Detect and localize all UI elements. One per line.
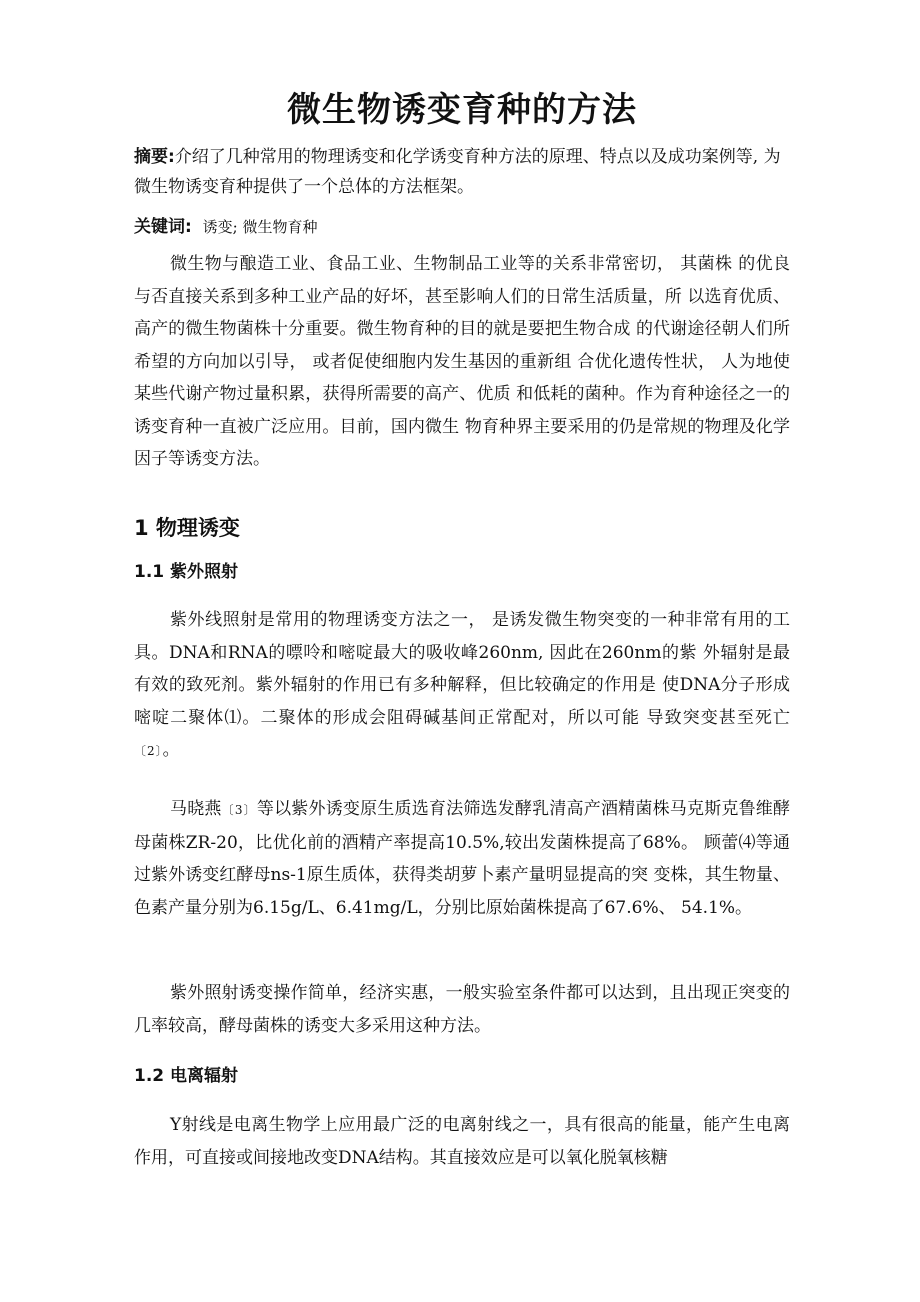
uv-paragraph-1-text: 紫外线照射是常用的物理诱变方法之一， 是诱发微生物突变的一种非常有用的工具。DNA和RNA的嘌呤和嘧啶最大的吸收峰260nm, 因此在260nm的紫 外辐射是最有效的致死剂。紫外辐射的作用已有多种解释，但比较确定的作用是 使DNA分子形成嘧啶二聚体⑴。二聚体的形成会阻碍碱基间正常配对，所以可能 导致突变甚至死亡 (134, 610, 790, 728)
abstract-label: 摘要: (134, 147, 175, 167)
keywords (134, 212, 790, 242)
subsection-heading-uv: 1.1 紫外照射 (134, 562, 239, 582)
uv-paragraph-1-end: 。 (162, 740, 180, 760)
citation-2: 〔2〕 (134, 744, 163, 758)
uv-paragraph-2-text: 等以紫外诱变原生质选育法筛选发酵乳清高产酒精菌株马克斯克鲁维酵母菌株ZR-20，比优化前的酒精产率提高10.5%,较出发菌株提高了68%。 顾蕾⑷等通过紫外诱变红酵母ns-1原生质体，获得类胡萝卜素产量明显提高的突 变株，其生物量、色素产量分别为6.15g/L、6.41mg/L，分别比原始菌株提高了67.6%、 54.1%。 (134, 799, 791, 918)
keywords-text: 诱变; 微生物育种 (202, 218, 318, 236)
uv-paragraph-2-author: 马晓燕 (170, 799, 222, 819)
abstract-text: 介绍了几种常用的物理诱变和化学诱变育种方法的原理、特点以及成功案例等, 为微生物诱变育种提供了一个总体的方法框架。 (134, 147, 781, 197)
citation-3: 〔3〕 (221, 803, 257, 817)
uv-paragraph-2 (134, 793, 790, 924)
uv-paragraph-3: 紫外照射诱变操作简单，经济实惠，一般实验室条件都可以达到，且出现正突变的几率较高，酵母菌株的诱变大多采用这种方法。 (134, 983, 790, 1036)
section-heading-physical-mutagenesis: 1 物理诱变 (134, 516, 240, 540)
abstract (134, 142, 790, 202)
subsection-heading-ionizing-radiation: 1.2 电离辐射 (134, 1066, 239, 1086)
document-title: 微生物诱变育种的方法 (287, 90, 637, 130)
intro-paragraph: 微生物与酿造工业、食品工业、生物制品工业等的关系非常密切， 其菌株 的优良与否直接关系到多种工业产品的好坏，甚至影响人们的日常生活质量，所 以选育优质、高产的微生物菌株十分重要。微生物育种的目的就是要把生物合成 的代谢途径朝人们所希望的方向加以引导， 或者促使细胞内发生基因的重新组 合优化遗传性状， 人为地使某些代谢产物过量积累，获得所需要的高产、优质 和低耗的菌种。作为育种途径之一的诱变育种一直被广泛应用。目前，国内微生 物育种界主要采用的仍是常规的物理及化学因子等诱变方法。 (134, 254, 790, 469)
uv-paragraph-1 (134, 604, 790, 768)
keywords-label: 关键词: (134, 217, 192, 237)
ionizing-paragraph-1: Y射线是电离生物学上应用最广泛的电离射线之一，具有很高的能量，能产生电离作用，可直接或间接地改变DNA结构。其直接效应是可以氧化脱氧核糖 (134, 1115, 790, 1168)
